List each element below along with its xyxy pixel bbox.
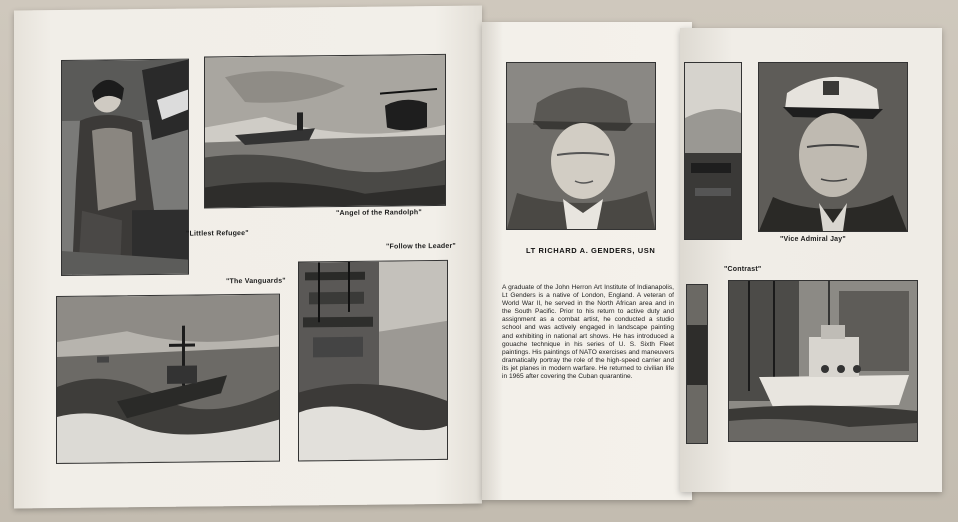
angel-randolph-caption: "Angel of the Randolph" [336, 209, 422, 218]
artist-biography: A graduate of the John Herron Art Institute of Indianapolis, Lt Genders is a native of London, England. A veteran of World War II, he served in the North African area and in the South Pacific. Prior to his return to active duty and assignment as a combat artist, he conducted a studio school and was actively engaged in landscape painting and exhibiting in national art shows. He has introduced a gouache technique in his series of U. S. Sixth Fleet paintings. His paintings of NATO exercises and maneuvers dramatically portray the role of the high-speed carrier and its jet planes in modern warfare. He returned to civilian life in 1965 after covering the Cuban quarantine. [502, 284, 674, 381]
artist-page [482, 22, 692, 500]
follow-leader-caption: "Follow the Leader" [386, 242, 456, 251]
artist-portrait-photo [506, 62, 656, 230]
contrast-painting [728, 280, 918, 442]
vice-admiral-jay-portrait [758, 62, 908, 232]
the-vanguards-painting [56, 294, 280, 464]
littlest-refugee-painting [61, 59, 189, 276]
vanguards-caption: "The Vanguards" [226, 277, 286, 286]
littlest-refugee-caption: "Littlest Refugee" [186, 229, 249, 238]
partial-ship-painting [684, 62, 742, 240]
artist-name: LT RICHARD A. GENDERS, USN [526, 246, 656, 255]
contrast-caption: "Contrast" [724, 266, 762, 273]
right-page [680, 28, 942, 492]
follow-the-leader-painting [298, 260, 448, 462]
left-page [14, 6, 482, 509]
partial-contrast-left-strip [686, 284, 708, 444]
angel-of-the-randolph-painting [204, 54, 446, 209]
vice-admiral-caption: "Vice Admiral Jay" [780, 236, 846, 243]
